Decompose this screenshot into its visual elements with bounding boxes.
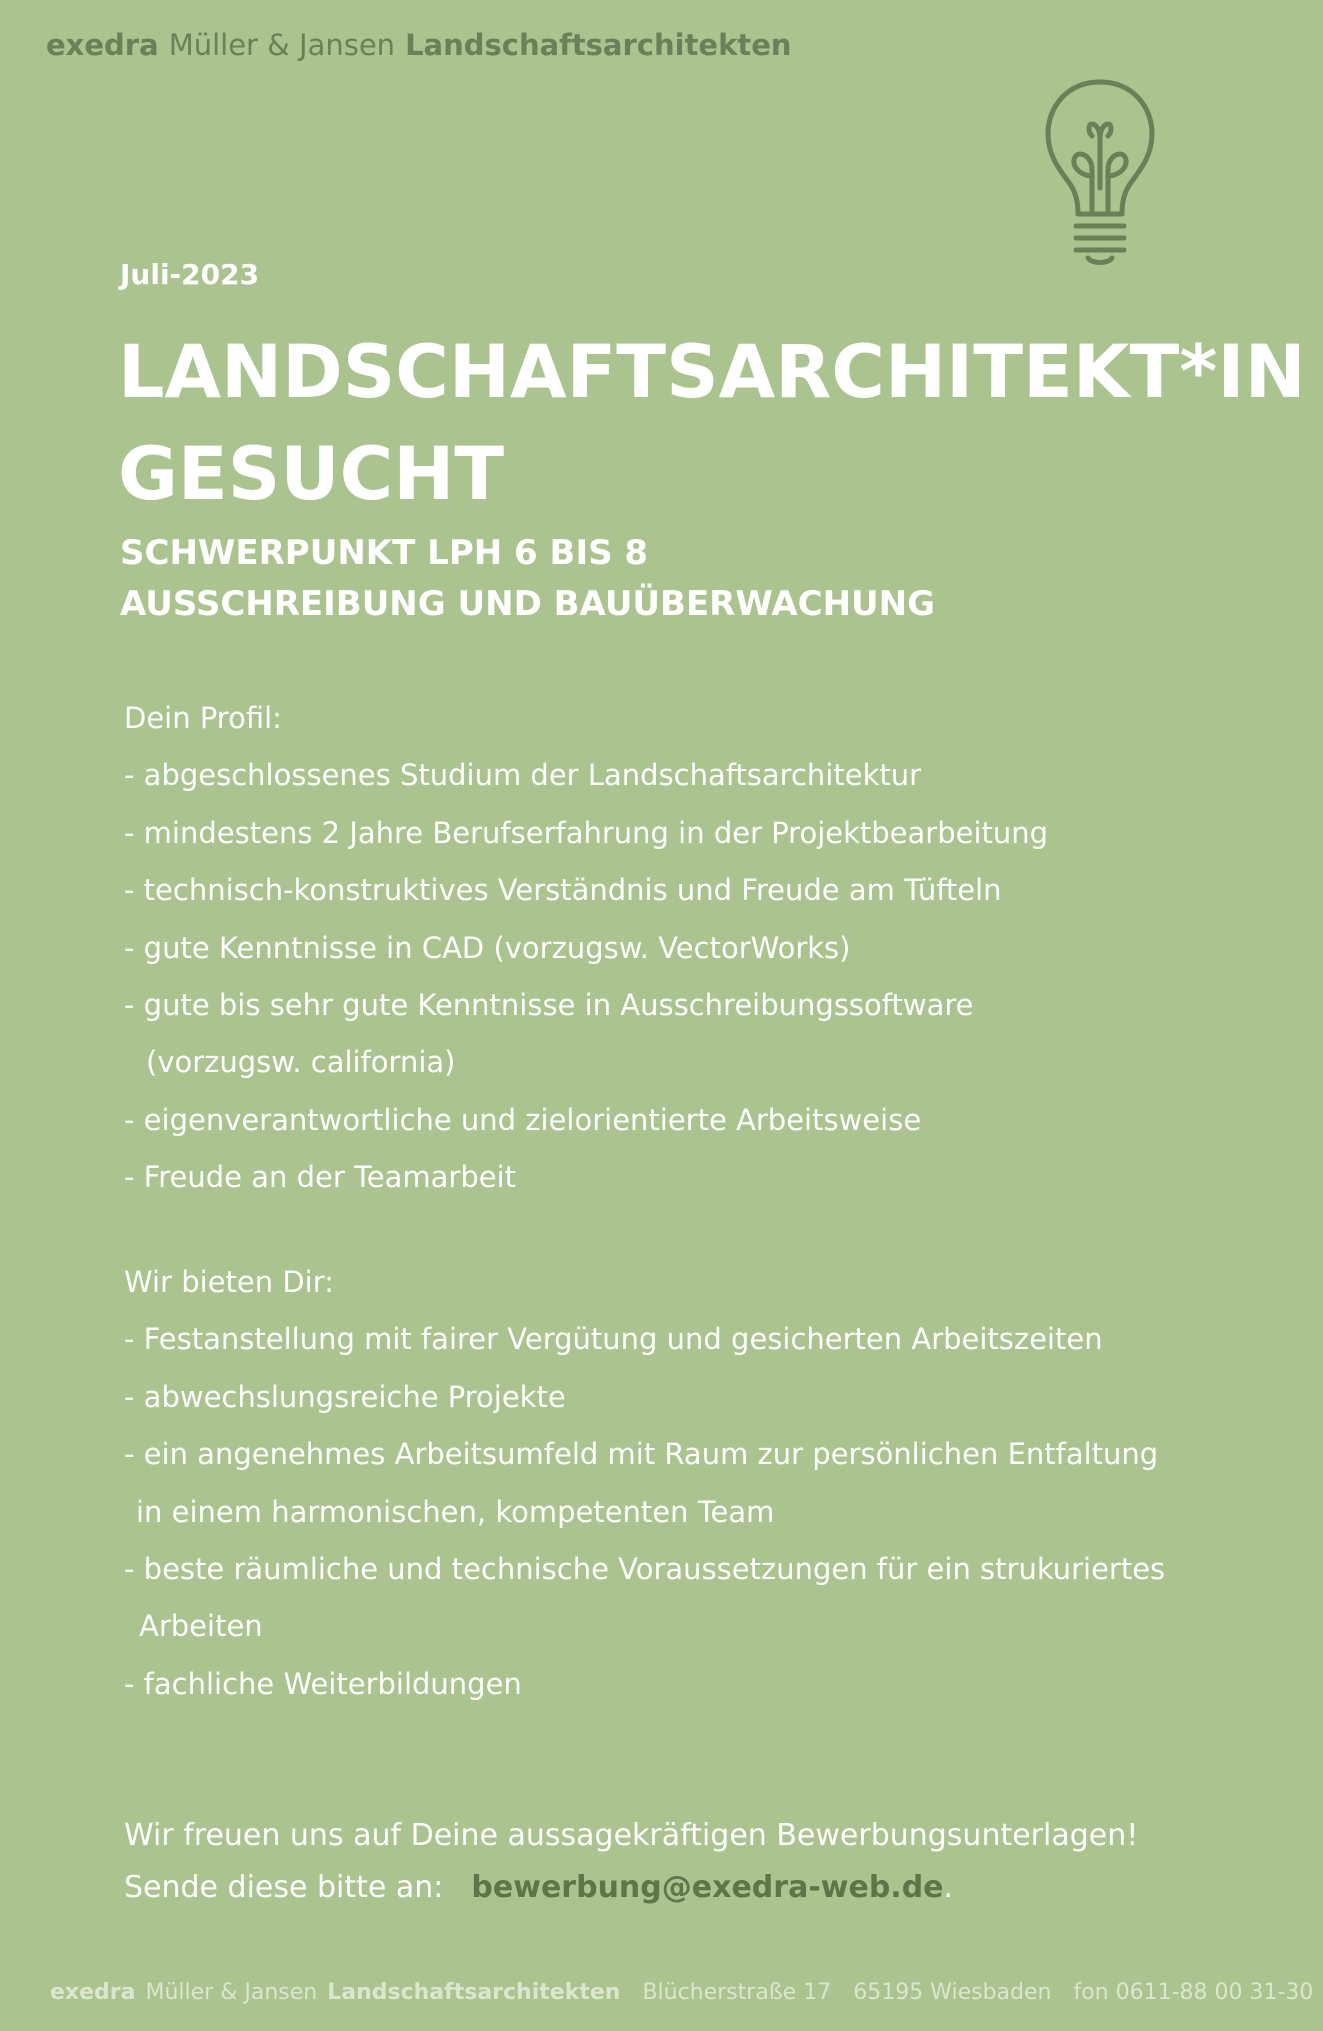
closing-prefix: Sende diese bitte an: [124, 1870, 444, 1905]
title-line-1: LANDSCHAFTSARCHITEKT*IN [118, 330, 1306, 415]
profile-item: - eigenverantwortliche und zielorientierte Arbeitsweise [124, 1102, 922, 1137]
profile-item: - gute bis sehr gute Kenntnisse in Ausschreibungssoftware [124, 988, 974, 1023]
offer-item: - ein angenehmes Arbeitsumfeld mit Raum zur persönlichen Entfaltung [124, 1437, 1159, 1472]
header-names: Müller & Jansen [168, 28, 396, 62]
footer-city: 65195 Wiesbaden [853, 1980, 1052, 2005]
profile-item: - technisch-konstruktives Verständnis und Freude am Tüfteln [124, 873, 1002, 908]
footer-brand: exedra [50, 1980, 136, 2005]
offer-item: - abwechslungsreiche Projekte [124, 1379, 566, 1414]
footer [50, 1980, 1323, 2005]
profile-item: - mindestens 2 Jahre Berufserfahrung in der Projektbearbeitung [124, 815, 1049, 850]
profile-section [124, 690, 1048, 1207]
page-subtitle [120, 528, 935, 630]
profile-item: - Freude an der Teamarbeit [124, 1160, 517, 1195]
subtitle-line-2: AUSSCHREIBUNG UND BAUÜBERWACHUNG [120, 584, 936, 624]
header [46, 28, 792, 62]
header-firm: Landschaftsarchitekten [405, 28, 792, 62]
offer-section [124, 1254, 1165, 1713]
lightbulb-icon [1040, 78, 1160, 268]
offer-item: - Festanstellung mit fairer Vergütung und gesicherten Arbeitszeiten [124, 1322, 1103, 1357]
page-title [118, 322, 1306, 526]
offer-heading: Wir bieten Dir: [124, 1265, 334, 1299]
closing-text [124, 1810, 1138, 1914]
subtitle-line-1: SCHWERPUNKT LPH 6 BIS 8 [120, 533, 649, 573]
title-line-2: GESUCHT [118, 432, 505, 517]
posting-date: Juli-2023 [120, 258, 260, 291]
profile-item: - gute Kenntnisse in CAD (vorzugsw. VectorWorks) [124, 930, 851, 965]
footer-names: Müller & Jansen [145, 1980, 318, 2005]
footer-street: Blücherstraße 17 [642, 1980, 832, 2005]
closing-line-1: Wir freuen uns auf Deine aussagekräftigen Bewerbungsunterlagen! [124, 1818, 1139, 1853]
profile-heading: Dein Profil: [124, 701, 282, 735]
footer-firm: Landschaftsarchitekten [327, 1980, 621, 2005]
offer-item: - beste räumliche und technische Voraussetzungen für ein strukuriertes [124, 1552, 1166, 1587]
profile-item-continued: (vorzugsw. california) [146, 1045, 456, 1080]
closing-line-2 [124, 1862, 1138, 1914]
offer-item-continued: in einem harmonischen, kompetenten Team [136, 1494, 775, 1529]
closing-suffix: . [943, 1870, 954, 1905]
profile-item: - abgeschlossenes Studium der Landschaftsarchitektur [124, 758, 922, 793]
footer-phone: fon 0611-88 00 31-30 [1073, 1980, 1314, 2005]
offer-item: - fachliche Weiterbildungen [124, 1666, 522, 1701]
offer-item-continued: Arbeiten [139, 1609, 263, 1644]
email-link[interactable]: bewerbung@exedra-web.de [471, 1870, 944, 1905]
header-brand: exedra [46, 28, 159, 62]
